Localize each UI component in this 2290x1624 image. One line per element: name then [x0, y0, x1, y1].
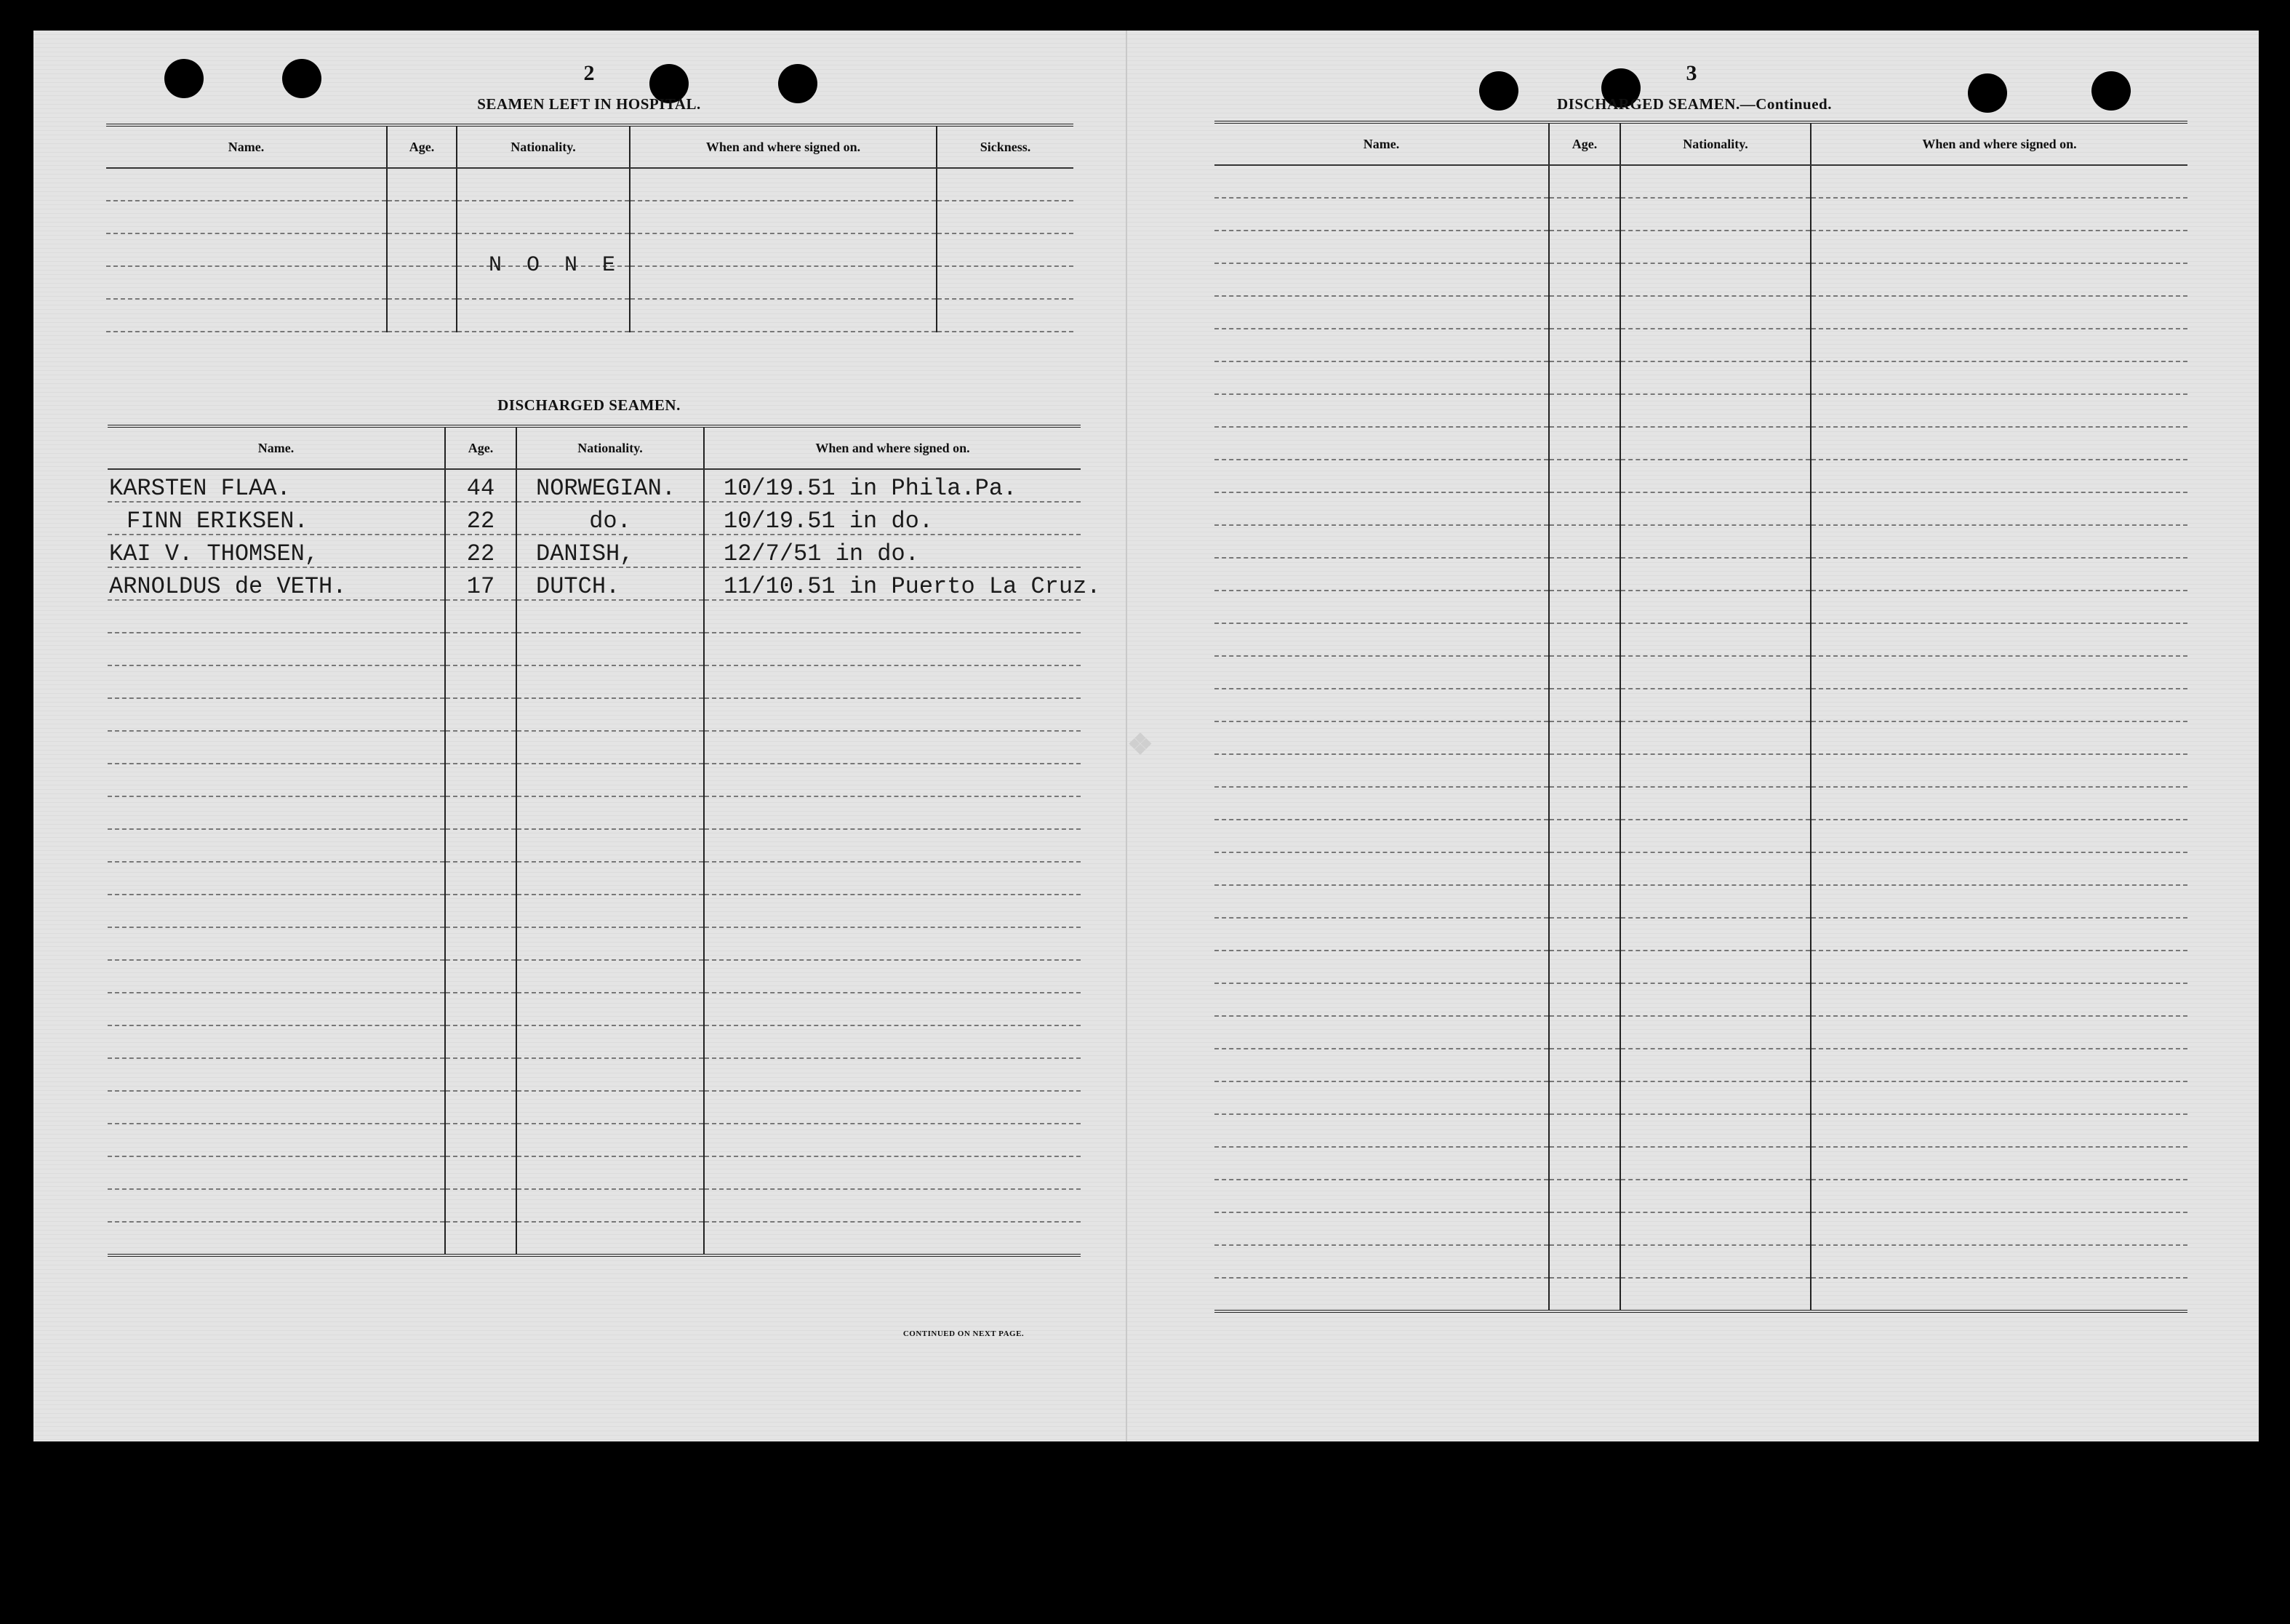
- table-row: [1214, 1278, 2187, 1311]
- seaman-signed-on: 10/19.51 in do.: [704, 502, 1081, 535]
- table-row: [1214, 623, 2187, 656]
- seaman-signed-on: 11/10.51 in Puerto La Cruz.: [704, 567, 1081, 600]
- table-row: [1214, 1016, 2187, 1049]
- col-header-age: Age.: [1549, 122, 1620, 165]
- seaman-name: FINN ERIKSEN.: [108, 502, 445, 535]
- table-row: [108, 796, 1081, 829]
- table-row: [1214, 460, 2187, 492]
- table-row: [108, 469, 1081, 502]
- seaman-name: ARNOLDUS de VETH.: [108, 567, 445, 600]
- seaman-nationality: do.: [516, 502, 704, 535]
- col-header-nationality: Nationality.: [1620, 122, 1811, 165]
- seaman-nationality: DUTCH.: [516, 567, 704, 600]
- punch-hole: [778, 64, 817, 103]
- punch-hole: [282, 59, 321, 98]
- seaman-age: 22: [445, 535, 516, 567]
- seaman-name: KAI V. THOMSEN,: [108, 535, 445, 567]
- col-header-signed-on: When and where signed on.: [704, 426, 1081, 469]
- col-header-name: Name.: [1214, 122, 1549, 165]
- punch-hole: [1968, 73, 2007, 113]
- table-row: [1214, 198, 2187, 231]
- hospital-section-title: SEAMEN LEFT IN HOSPITAL.: [477, 95, 701, 113]
- table-row: [1214, 951, 2187, 983]
- table-row: [108, 1025, 1081, 1058]
- seaman-name: KARSTEN FLAA.: [108, 469, 445, 502]
- col-header-signed-on: When and where signed on.: [1811, 122, 2187, 165]
- table-row: [1214, 329, 2187, 361]
- table-row: [1214, 721, 2187, 754]
- table-row: [108, 731, 1081, 764]
- table-row: [1214, 231, 2187, 263]
- table-row: [1214, 689, 2187, 721]
- table-row: [108, 502, 1081, 535]
- table-row: [1214, 1212, 2187, 1245]
- table-row: [1214, 394, 2187, 427]
- table-row: [1214, 1049, 2187, 1081]
- table-row: [1214, 754, 2187, 787]
- table-row: [1214, 427, 2187, 460]
- table-row: [1214, 787, 2187, 820]
- table-row: [108, 698, 1081, 731]
- table-row: [108, 1222, 1081, 1255]
- table-row: [108, 535, 1081, 567]
- page-number-right: 3: [1686, 61, 1697, 85]
- table-row: [1214, 296, 2187, 329]
- table-row: [1214, 492, 2187, 525]
- col-header-name: Name.: [106, 125, 387, 168]
- table-row: [108, 600, 1081, 633]
- table-row: [1214, 1147, 2187, 1180]
- table-row: [108, 764, 1081, 796]
- discharged-table: [108, 425, 1101, 1257]
- seaman-age: 17: [445, 567, 516, 600]
- table-row: [108, 1058, 1081, 1091]
- table-row: [108, 567, 1081, 600]
- discharged-continued-table: [1214, 121, 2187, 1313]
- col-header-name: Name.: [108, 426, 445, 469]
- col-header-nationality: Nationality.: [516, 426, 704, 469]
- col-header-age: Age.: [387, 125, 457, 168]
- table-row: [108, 1124, 1081, 1156]
- table-row: [1214, 885, 2187, 918]
- col-header-sickness: Sickness.: [937, 125, 1073, 168]
- table-row: [1214, 1245, 2187, 1278]
- hospital-table: [106, 124, 1073, 332]
- table-row: [1214, 558, 2187, 591]
- table-row: [108, 1091, 1081, 1124]
- seaman-signed-on: 10/19.51 in Phila.Pa.: [704, 469, 1081, 502]
- table-row: [108, 665, 1081, 698]
- table-row: [1214, 361, 2187, 394]
- discharged-continued-title: DISCHARGED SEAMEN.—Continued.: [1557, 95, 1832, 113]
- hospital-none-entry: NONE: [489, 253, 641, 278]
- table-row: [106, 168, 1073, 201]
- table-row: [106, 299, 1073, 332]
- seaman-signed-on: 12/7/51 in do.: [704, 535, 1081, 567]
- table-row: [108, 1189, 1081, 1222]
- table-row: [1214, 591, 2187, 623]
- table-row: [108, 829, 1081, 862]
- stamp-smudge: ❖: [1127, 728, 1153, 761]
- table-row: [108, 862, 1081, 895]
- table-row: [1214, 263, 2187, 296]
- col-header-signed-on: When and where signed on.: [630, 125, 937, 168]
- col-header-age: Age.: [445, 426, 516, 469]
- table-row: [108, 993, 1081, 1025]
- seaman-age: 44: [445, 469, 516, 502]
- table-row: [1214, 1180, 2187, 1212]
- table-row: [1214, 1114, 2187, 1147]
- table-row: [1214, 1081, 2187, 1114]
- col-header-nationality: Nationality.: [457, 125, 630, 168]
- table-row: [1214, 820, 2187, 852]
- table-row: [1214, 165, 2187, 198]
- punch-hole: [2091, 71, 2131, 111]
- table-row: [1214, 656, 2187, 689]
- blank-rows: [108, 600, 1081, 1255]
- seaman-nationality: NORWEGIAN.: [516, 469, 704, 502]
- table-row: [1214, 852, 2187, 885]
- table-row: [108, 1156, 1081, 1189]
- table-row: [108, 895, 1081, 927]
- punch-hole: [1479, 71, 1518, 111]
- seaman-nationality: DANISH,: [516, 535, 704, 567]
- table-row: [106, 201, 1073, 233]
- blank-rows: [1214, 165, 2187, 1311]
- table-row: [108, 633, 1081, 665]
- table-row: [1214, 525, 2187, 558]
- continued-note: CONTINUED ON NEXT PAGE.: [902, 1329, 1025, 1338]
- seaman-age: 22: [445, 502, 516, 535]
- punch-hole: [164, 59, 204, 98]
- table-row: [108, 960, 1081, 993]
- discharged-section-title: DISCHARGED SEAMEN.: [497, 396, 681, 414]
- table-row: [1214, 918, 2187, 951]
- table-row: [1214, 983, 2187, 1016]
- table-row: [108, 927, 1081, 960]
- page-number-left: 2: [583, 61, 595, 85]
